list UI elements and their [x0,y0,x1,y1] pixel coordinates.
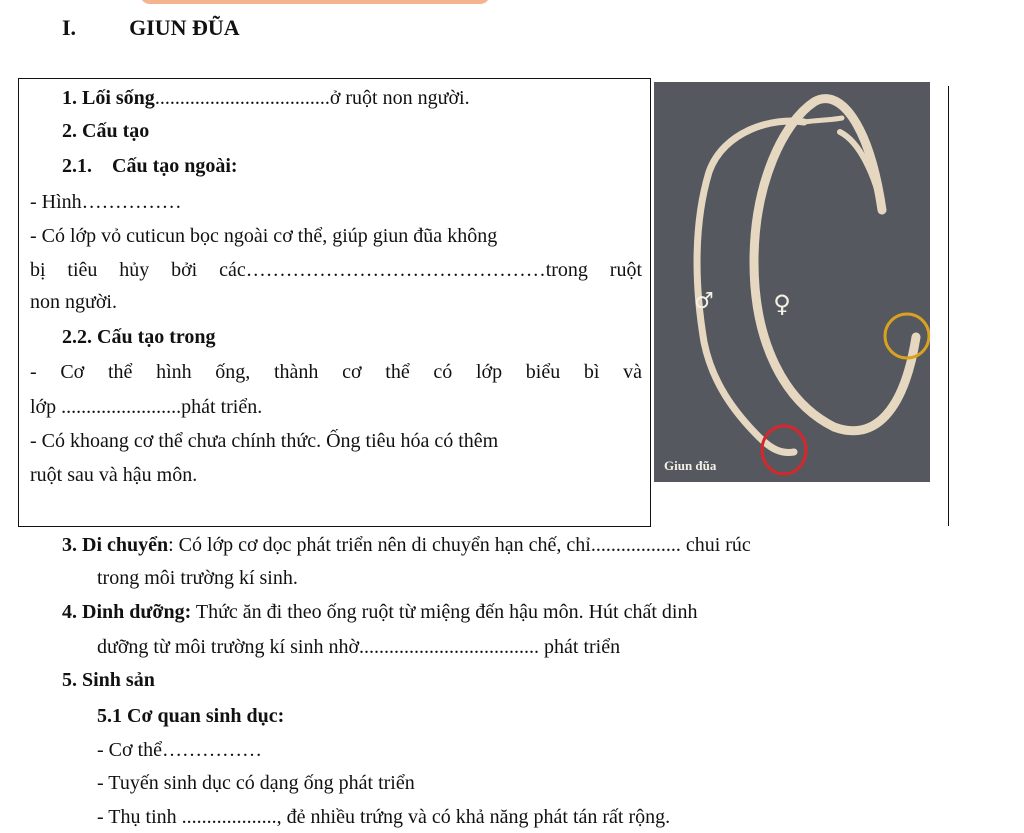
inner-line-3: - Có khoang cơ thể chưa chính thức. Ống tiêu hóa có thêm [30,430,499,452]
male-symbol: ♂ [694,289,714,314]
line-shape: - Hình…………… [30,191,182,213]
section-heading [62,16,240,40]
blank-movement: .................. [590,534,681,556]
item-2-2-heading: 2.2. Cấu tạo trong [62,326,216,348]
blank-shape: …………… [81,191,182,213]
inner-line-1: - Cơ thể hình ống, thành cơ thể có lớp biểu bì và [30,361,642,383]
line-body: - Cơ thể…………… [97,739,263,761]
section-title: GIUN ĐŨA [129,15,240,40]
item-4-nutrition: 4. Dinh dưỡng: Thức ăn đi theo ống ruột từ miệng đến hậu môn. Hút chất dinh [62,601,698,623]
inner-line-2: lớp ........................phát triển. [30,396,263,418]
blank-fertilization: ................... [181,806,277,828]
section-number: I. [62,15,77,40]
item-3-movement: 3. Di chuyển: Có lớp cơ dọc phát triển nên di chuyển hạn chế, chỉ.................. chui rúc [62,534,751,556]
right-border-line [948,86,949,526]
line-fertilization: - Thụ tinh ..................., đẻ nhiều trứng và có khả năng phát tán rất rộng. [97,806,671,828]
item-3-line-2: trong môi trường kí sinh. [97,567,298,589]
cuticle-line-3: non người. [30,291,117,313]
item-1-lifestyle: 1. Lối sống...................................ở ruột non người. [62,87,470,109]
blank-nutrition: .................................... [359,636,540,658]
female-symbol: ♀ [773,290,791,318]
blank-lifestyle: ................................... [154,87,330,109]
item-4-line-2: dưỡng từ môi trường kí sinh nhờ.................................... phát triển [97,636,621,658]
photo-caption: Giun đũa [664,458,717,473]
item-2-1-heading: 2.1. Cấu tạo ngoài: [62,155,238,177]
item-2-structure: 2. Cấu tạo [62,120,150,142]
header-decoration-band [140,0,490,4]
blank-cuticle: ……………………………………… [245,259,546,281]
cuticle-line-2: bị tiêu hủy bởi các………………………………………trong ruột [30,259,643,281]
roundworm-photo [654,82,930,482]
line-gonads: - Tuyến sinh dục có dạng ống phát triển [97,772,415,794]
inner-line-4: ruột sau và hậu môn. [30,464,198,486]
blank-inner: ........................ [61,396,182,418]
blank-body: …………… [162,739,263,761]
item-5-1-organs: 5.1 Cơ quan sinh dục: [97,705,285,727]
item-5-reproduction: 5. Sinh sản [62,669,155,691]
cuticle-line-1: - Có lớp vỏ cuticun bọc ngoài cơ thể, giúp giun đũa không [30,225,498,247]
